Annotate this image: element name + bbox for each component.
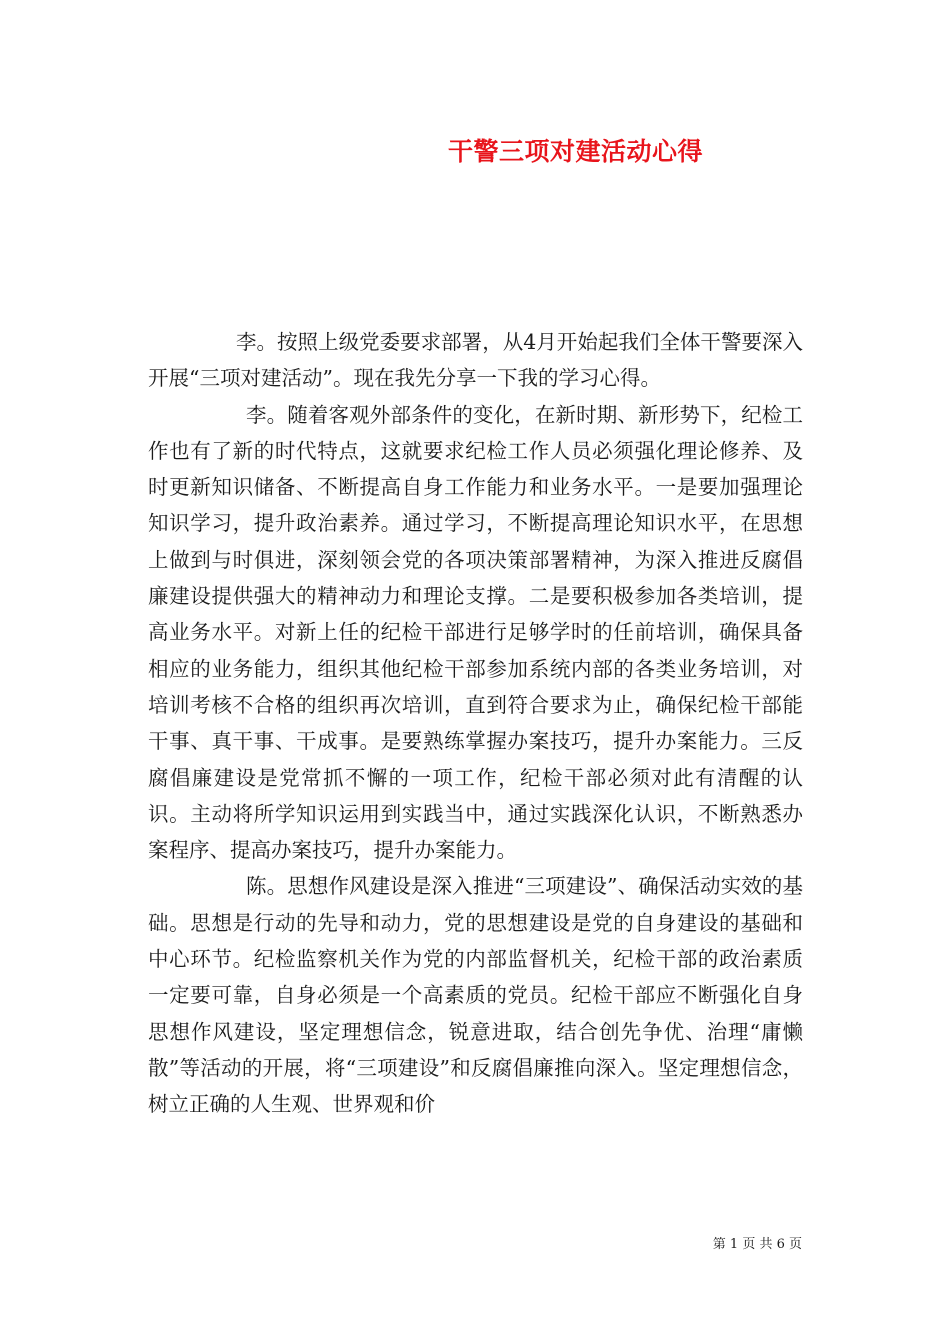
paragraph-1: 李。按照上级党委要求部署，从4月开始起我们全体干警要深入开展“三项对建活动”。现在我先分享一下我的学习心得。 xyxy=(148,330,803,391)
page-number-footer: 第 1 页 共 6 页 xyxy=(712,1237,802,1252)
paragraph-2: 李。随着客观外部条件的变化，在新时期、新形势下，纪检工作也有了新的时代特点，这就要求纪检工作人员必须强化理论修养、及时更新知识储备、不断提高自身工作能力和业务水平。一是要加强理论知识学习，提升政治素养。通过学习，不断提高理论知识水平，在思想上做到与时俱进，深刻领会党的各项决策部署精神，为深入推进反腐倡廉建设提供强大的精神动力和理论支撑。二是要积极参加各类培训，提高业务水平。对新上任的纪检干部进行足够学时的任前培训，确保具备相应的业务能力，组织其他纪检干部参加系统内部的各类业务培训，对培训考核不合格的组织再次培训，直到符合要求为止，确保纪检干部能干事、真干事、干成事。是要熟练掌握办案技巧，提升办案能力。三反腐倡廉建设是党常抓不懈的一项工作，纪检干部必须对此有清醒的认识。主动将所学知识运用到实践当中，通过实践深化认识，不断熟悉办案程序、提高办案技巧，提升办案能力。 xyxy=(148,402,803,863)
document-title: 干警三项对建活动心得 xyxy=(448,137,704,166)
document-body xyxy=(148,324,803,1123)
paragraph-3: 陈。思想作风建设是深入推进“三项建设”、确保活动实效的基础。思想是行动的先导和动力，党的思想建设是党的自身建设的基础和中心环节。纪检监察机关作为党的内部监督机关，纪检干部的政治素质一定要可靠，自身必须是一个高素质的党员。纪检干部应不断强化自身思想作风建设，坚定理想信念，锐意进取，结合创先争优、治理“庸懒散”等活动的开展，将“三项建设”和反腐倡廉推向深入。坚定理想信念，树立正确的人生观、世界观和价 xyxy=(148,874,803,1117)
